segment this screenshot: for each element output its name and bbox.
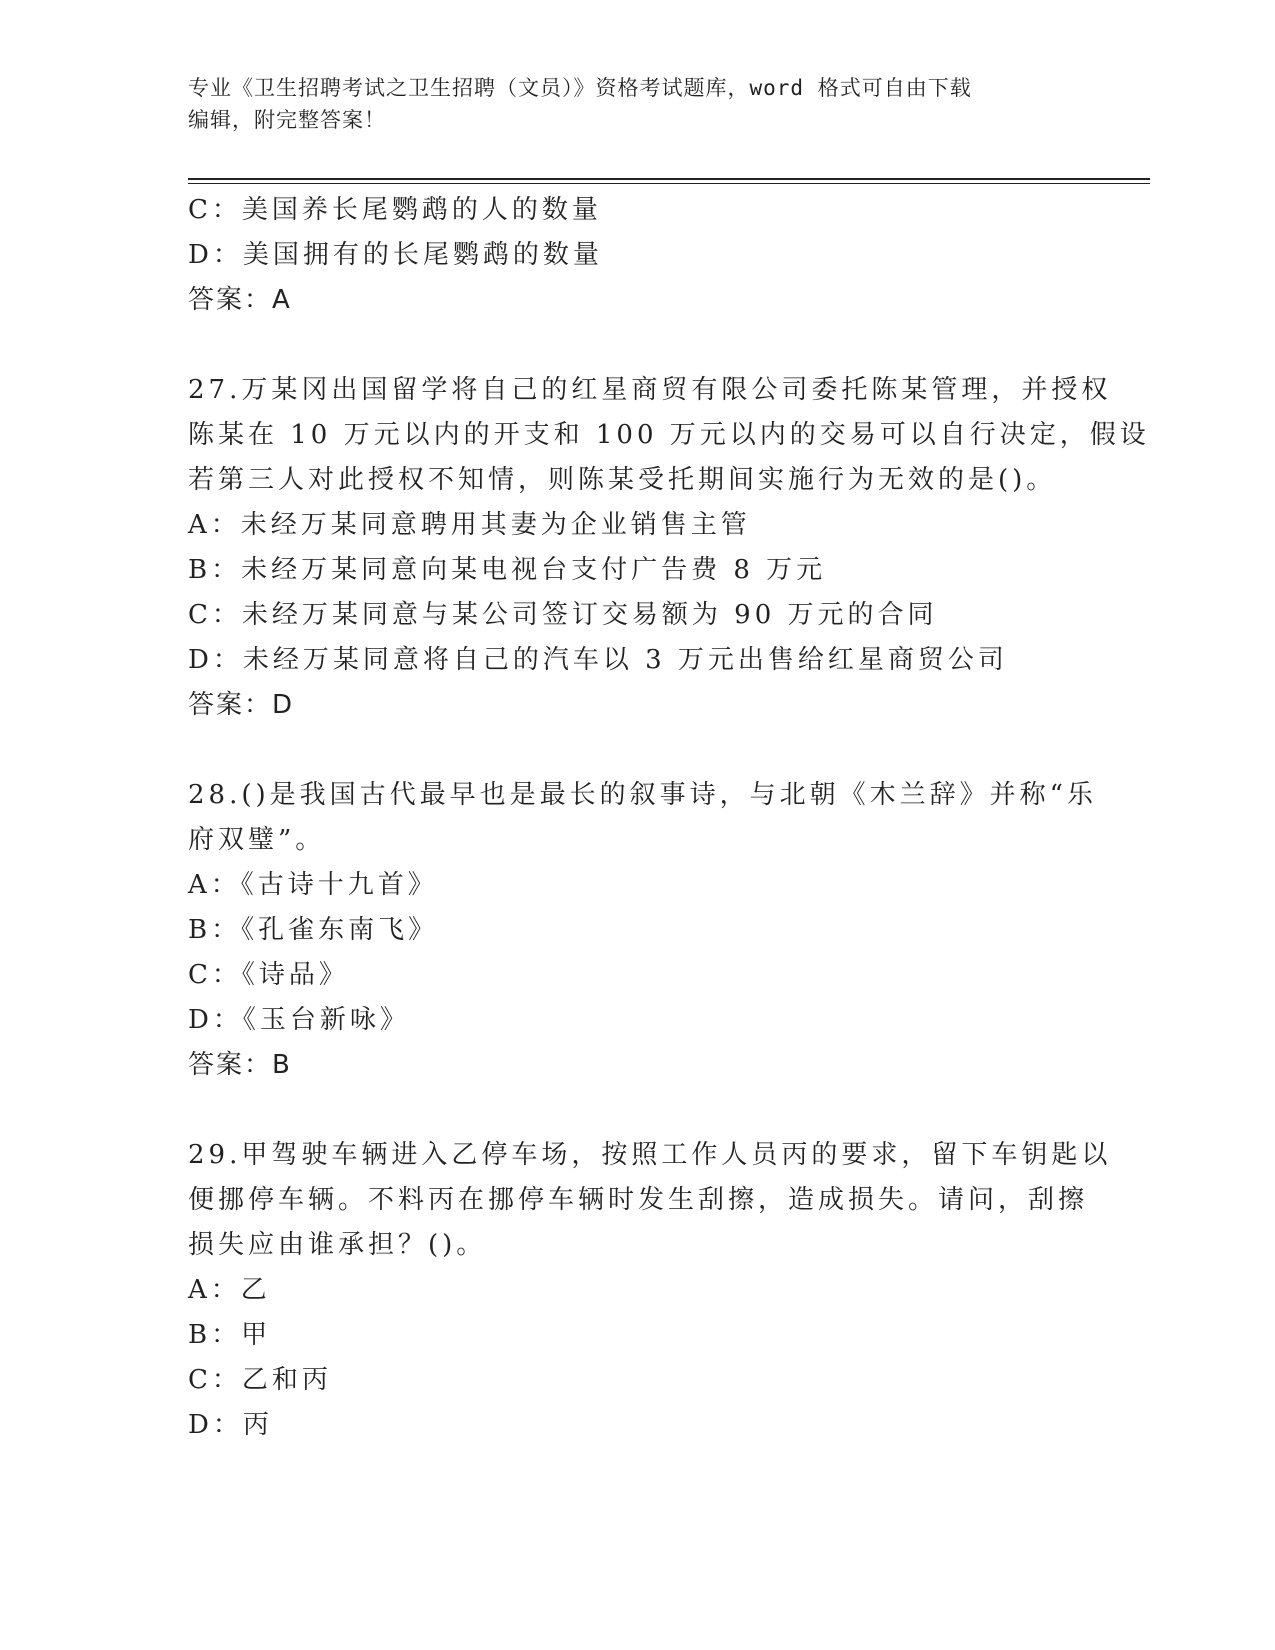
question-28-option-c: C：《诗品》 <box>188 960 349 990</box>
question-27-option-c: C：未经万某同意与某公司签订交易额为 90 万元的合同 <box>188 600 938 630</box>
question-28-stem-line-2: 府双璧”。 <box>188 825 326 855</box>
question-26 <box>188 188 1088 323</box>
question-29-stem-line-1: 29.甲驾驶车辆进入乙停车场，按照工作人员丙的要求，留下车钥匙以 <box>188 1140 1112 1170</box>
spacer <box>188 1088 1088 1133</box>
question-27-option-b: B：未经万某同意向某电视台支付广告费 8 万元 <box>188 555 827 585</box>
header-divider-thick <box>188 178 1150 180</box>
question-list <box>188 188 1150 1448</box>
question-28-stem-line-1: 28.()是我国古代最早也是最长的叙事诗，与北朝《木兰辞》并称“乐 <box>188 780 1097 810</box>
question-28-option-b: B：《孔雀东南飞》 <box>188 915 439 945</box>
page-header <box>188 72 1068 136</box>
question-28-option-a: A：《古诗十九首》 <box>188 870 438 900</box>
question-28 <box>188 773 1097 1088</box>
spacer <box>188 728 1088 773</box>
question-27-option-d: D：未经万某同意将自己的汽车以 3 万元出售给红星商贸公司 <box>188 645 1008 675</box>
header-title-line-2: 编辑，附完整答案！ <box>188 108 386 132</box>
question-27-stem-line-3: 若第三人对此授权不知情，则陈某受托期间实施行为无效的是()。 <box>188 465 1057 495</box>
question-27-stem-line-1: 27.万某冈出国留学将自己的红星商贸有限公司委托陈某管理，并授权 <box>188 375 1112 405</box>
question-27-stem-line-2: 陈某在 10 万元以内的开支和 100 万元以内的交易可以自行决定，假设 <box>188 420 1150 450</box>
header-divider-thin <box>188 183 1150 184</box>
question-29-stem-line-3: 损失应由谁承担？()。 <box>188 1230 487 1260</box>
question-28-answer: 答案：B <box>188 1050 292 1080</box>
question-27-answer: 答案：D <box>188 690 295 720</box>
question-29-option-b: B：甲 <box>188 1320 272 1350</box>
question-28-option-d: D：《玉台新咏》 <box>188 1005 410 1035</box>
question-29-option-c: C：乙和丙 <box>188 1365 332 1395</box>
header-title-line-1: 专业《卫生招聘考试之卫生招聘（文员）》资格考试题库，word 格式可自由下载 <box>188 76 972 100</box>
question-26-answer: 答案：A <box>188 285 292 315</box>
spacer <box>188 323 1088 368</box>
question-29-stem-line-2: 便挪停车辆。不料丙在挪停车辆时发生刮擦，造成损失。请问，刮擦 <box>188 1185 1089 1215</box>
question-29-option-d: D：丙 <box>188 1410 273 1440</box>
question-27-option-a: A：未经万某同意聘用其妻为企业销售主管 <box>188 510 751 540</box>
question-29 <box>188 1133 1112 1448</box>
question-27 <box>188 368 1150 728</box>
question-26-option-c: C：美国养长尾鹦鹉的人的数量 <box>188 195 602 225</box>
question-26-option-d: D：美国拥有的长尾鹦鹉的数量 <box>188 240 603 270</box>
question-29-option-a: A：乙 <box>188 1275 271 1305</box>
